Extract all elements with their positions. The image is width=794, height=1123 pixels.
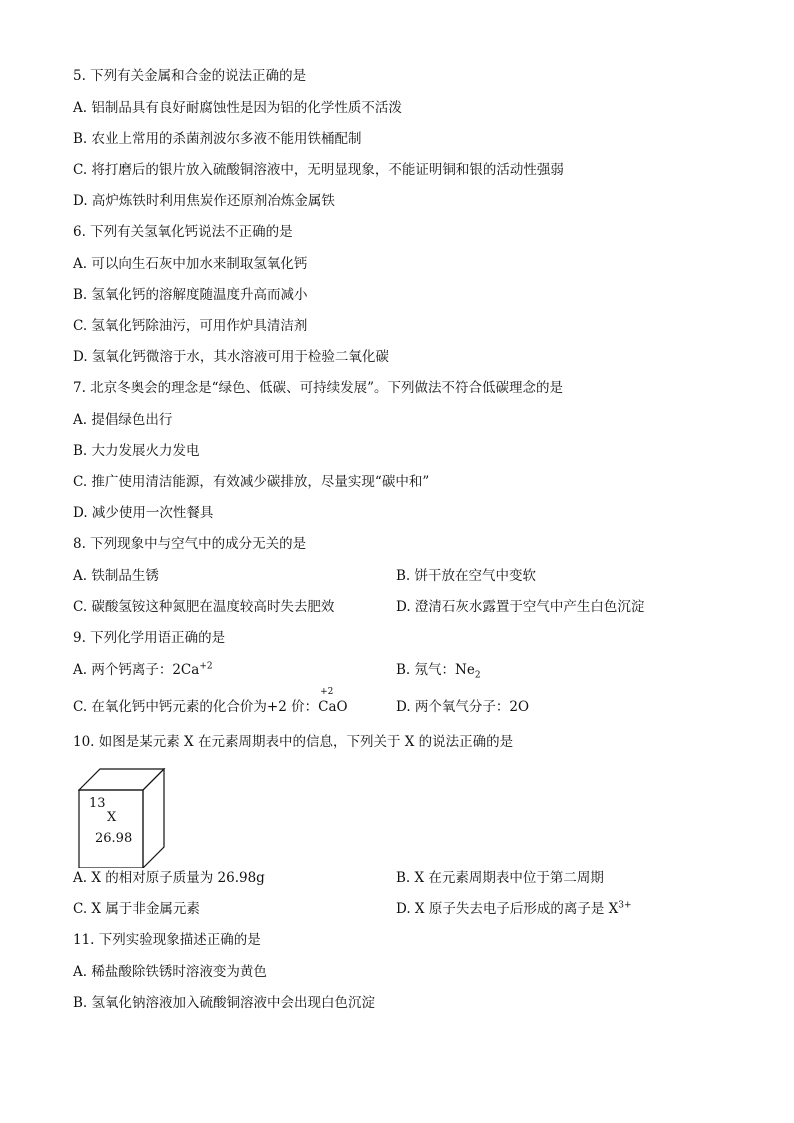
question-10-option-a: A. X 的相对原子质量为 26.98g — [73, 870, 265, 886]
question-5-option-b: B. 农业上常用的杀菌剂波尔多液不能用铁桶配制 — [73, 131, 362, 147]
ion-charge-superscript: 3+ — [618, 900, 632, 911]
question-6-option-a: A. 可以向生石灰中加水来制取氢氧化钙 — [73, 256, 308, 272]
question-9-option-a-text: A. 两个钙离子：2Ca — [73, 662, 200, 678]
element-symbol: X — [107, 810, 117, 825]
question-9-option-c — [73, 687, 348, 717]
question-7-stem: 7. 北京冬奥会的理念是“绿色、低碳、可持续发展”。下列做法不符合低碳理念的是 — [73, 380, 563, 396]
periodic-table-cell-figure — [78, 768, 178, 868]
question-11-option-a: A. 稀盐酸除铁锈时溶液变为黄色 — [73, 964, 267, 980]
valence-mark: +2 — [320, 687, 334, 697]
question-9-option-b — [396, 660, 481, 680]
cube-outline — [78, 768, 178, 868]
question-10-option-d — [396, 899, 632, 919]
atomic-mass: 26.98 — [95, 831, 133, 846]
question-8-option-a: A. 铁制品生锈 — [73, 568, 159, 584]
atomic-number: 13 — [89, 796, 106, 811]
question-6-option-b: B. 氢氧化钙的溶解度随温度升高而减小 — [73, 287, 308, 303]
question-8-option-d: D. 澄清石灰水露置于空气中产生白色沉淀 — [396, 599, 645, 615]
valence-element: C — [318, 699, 329, 715]
question-10-option-c: C. X 属于非金属元素 — [73, 901, 200, 917]
question-10-option-d-text: D. X 原子失去电子后形成的离子是 X — [396, 901, 619, 917]
question-7-option-c: C. 推广使用清洁能源，有效减少碳排放，尽量实现“碳中和” — [73, 474, 430, 490]
question-8-option-b: B. 饼干放在空气中变软 — [396, 568, 537, 584]
question-5-stem: 5. 下列有关金属和合金的说法正确的是 — [73, 68, 307, 84]
question-10-stem: 10. 如图是某元素 X 在元素周期表中的信息，下列关于 X 的说法正确的是 — [73, 734, 514, 750]
valence-formula — [318, 687, 334, 717]
question-9-option-d: D. 两个氧气分子：2O — [396, 699, 530, 715]
question-11-stem: 11. 下列实验现象描述正确的是 — [73, 932, 261, 948]
question-5-option-a: A. 铝制品具有良好耐腐蚀性是因为铝的化学性质不活泼 — [73, 100, 402, 116]
question-8-stem: 8. 下列现象中与空气中的成分无关的是 — [73, 536, 307, 552]
charge-superscript: +2 — [199, 661, 213, 672]
question-7-option-b: B. 大力发展火力发电 — [73, 443, 200, 459]
valence-formula-rest: aO — [328, 699, 348, 715]
question-9-stem: 9. 下列化学用语正确的是 — [73, 630, 226, 646]
question-5-option-d: D. 高炉炼铁时利用焦炭作还原剂冶炼金属铁 — [73, 193, 335, 209]
question-9-option-a — [73, 660, 213, 680]
question-6-stem: 6. 下列有关氢氧化钙说法不正确的是 — [73, 224, 293, 240]
question-9-option-c-text: C. 在氧化钙中钙元素的化合价为+2 价： — [73, 699, 319, 715]
question-9-option-b-text: B. 氖气：Ne — [396, 662, 475, 678]
question-7-option-d: D. 减少使用一次性餐具 — [73, 505, 214, 521]
subscript: 2 — [474, 670, 481, 681]
question-8-option-c: C. 碳酸氢铵这种氮肥在温度较高时失去肥效 — [73, 599, 335, 615]
question-7-option-a: A. 提倡绿色出行 — [73, 412, 173, 428]
question-6-option-c: C. 氢氧化钙除油污，可用作炉具清洁剂 — [73, 318, 308, 334]
question-6-option-d: D. 氢氧化钙微溶于水，其水溶液可用于检验二氧化碳 — [73, 349, 389, 365]
question-11-option-b: B. 氢氧化钠溶液加入硫酸铜溶液中会出现白色沉淀 — [73, 995, 376, 1011]
question-5-option-c: C. 将打磨后的银片放入硫酸铜溶液中，无明显现象，不能证明铜和银的活动性强弱 — [73, 162, 564, 178]
question-10-option-b: B. X 在元素周期表中位于第二周期 — [396, 870, 604, 886]
